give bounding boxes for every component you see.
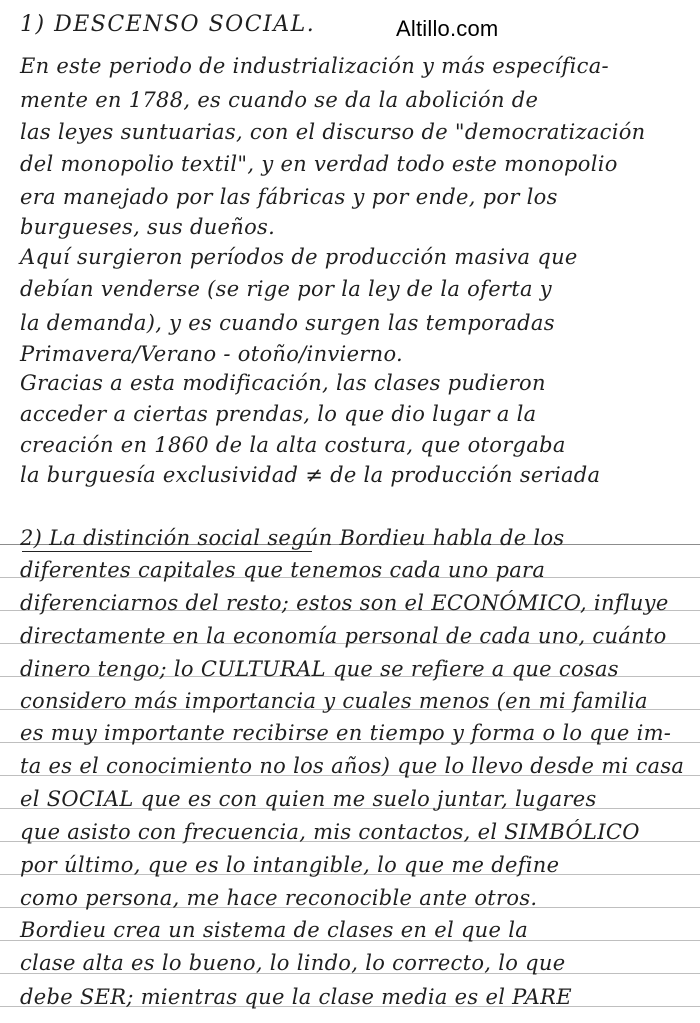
text-line: considero más importancia y cuales menos (en mi familia: [20, 689, 648, 713]
text-line: que asisto con frecuencia, mis contactos, el SIMBÓLICO: [20, 820, 640, 844]
text-line: clase alta es lo bueno, lo lindo, lo correcto, lo que: [20, 951, 566, 975]
text-line: ta es el conocimiento no los años) que lo llevo desde mi casa: [20, 754, 685, 778]
text-line: Primavera/Verano - otoño/invierno.: [20, 342, 404, 366]
text-line: del monopolio textil", y en verdad todo este monopolio: [20, 152, 618, 176]
heading-underline: [22, 551, 312, 552]
text-line: En este periodo de industrialización y más específica-: [20, 54, 609, 78]
text-line: el SOCIAL que es con quien me suelo juntar, lugares: [20, 787, 597, 811]
text-line: Aquí surgieron períodos de producción masiva que: [20, 245, 578, 269]
text-line: Gracias a esta modificación, las clases pudieron: [20, 371, 546, 395]
text-line: acceder a ciertas prendas, lo que dio lugar a la: [20, 402, 537, 426]
section-title: 1) DESCENSO SOCIAL.: [20, 12, 316, 37]
text-line: como persona, me hace reconocible ante otros.: [20, 886, 538, 910]
text-line: debe SER; mientras que la clase media es el PARE: [20, 985, 572, 1009]
text-line: diferentes capitales que tenemos cada uno para: [20, 558, 546, 582]
text-line: directamente en la economía personal de cada uno, cuánto: [20, 624, 667, 648]
text-line: Bordieu crea un sistema de clases en el que la: [20, 918, 529, 942]
text-line: la demanda), y es cuando surgen las temporadas: [20, 311, 555, 335]
text-line: la burguesía exclusividad ≠ de la producción seriada: [20, 463, 601, 487]
site-watermark: Altillo.com: [396, 16, 499, 41]
text-line: creación en 1860 de la alta costura, que otorgaba: [20, 433, 566, 457]
text-line: burgueses, sus dueños.: [20, 215, 276, 239]
text-line: las leyes suntuarias, con el discurso de "democratización: [20, 120, 646, 144]
section-heading-line: 2) La distinción social según Bordieu habla de los: [20, 526, 565, 550]
text-line: diferenciarnos del resto; estos son el ECONÓMICO, influye: [20, 591, 669, 615]
text-line: por último, que es lo intangible, lo que me define: [20, 853, 560, 877]
text-line: debían venderse (se rige por la ley de la oferta y: [20, 277, 552, 301]
text-line: es muy importante recibirse en tiempo y forma o lo que im-: [20, 721, 672, 745]
text-line: era manejado por las fábricas y por ende, por los: [20, 185, 558, 209]
text-line: mente en 1788, es cuando se da la abolición de: [20, 88, 539, 112]
text-line: dinero tengo; lo CULTURAL que se refiere a que cosas: [20, 657, 619, 681]
